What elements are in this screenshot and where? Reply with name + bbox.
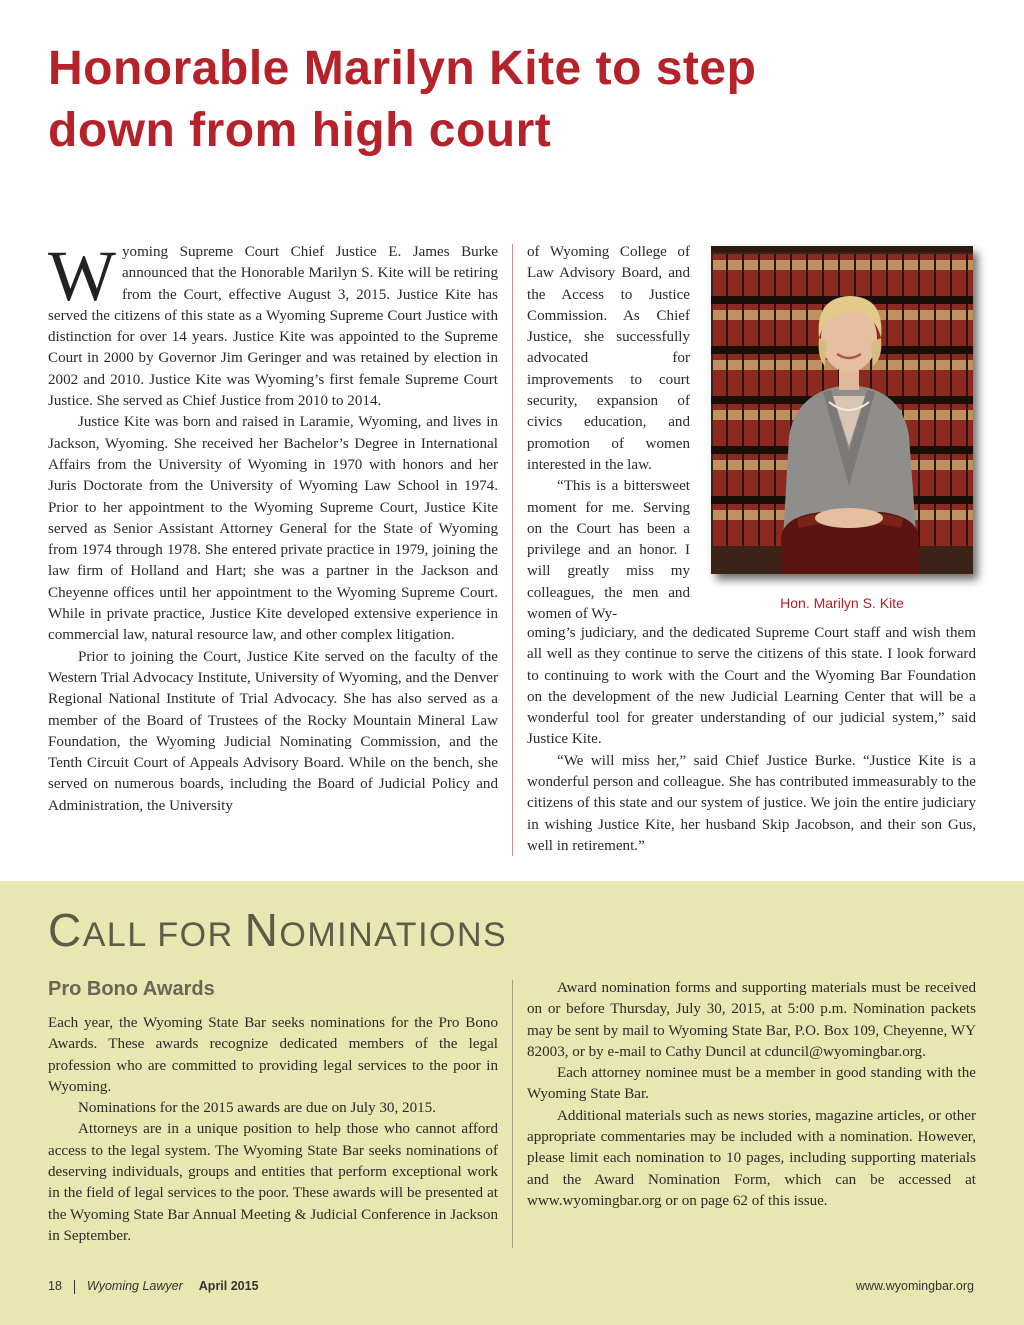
headline-line-2: down from high court [48, 104, 552, 157]
article-paragraph [48, 236, 498, 412]
article-paragraph: oming’s judiciary, and the dedicated Supreme Court staff and wish them all well as they continue to serve the citizens of this state. I look forward to continuing to work with the Court and the Wyoming Bar Foundation on the development of the new Judicial Learning Center that will be a wonderful tool for greater understanding of our judicial system,” said Justice Kite. [527, 625, 976, 748]
drop-cap: W [48, 236, 116, 316]
column-divider [512, 244, 513, 856]
footer-divider [74, 1280, 75, 1294]
photo-caption: Hon. Marilyn S. Kite [780, 595, 904, 611]
nominations-paragraph: Each year, the Wyoming State Bar seeks nominations for the Pro Bono Awards. These awards recognize dedicated members of the legal profession who are committed to providing legal services to the poor in Wyoming. [48, 1015, 498, 1095]
portrait-illustration [711, 246, 973, 574]
article-paragraph: “We will miss her,” said Chief Justice Burke. “Justice Kite is a wonderful person and colleague. She has contributed immeasurably to the citizens of this state and our system of justice. We join the entire judiciary in wishing Justice Kite, her husband Skip Jacobson, and their son Gus, well in retirement.” [527, 752, 976, 854]
nominations-paragraph: Additional materials such as news stories, magazine articles, or other appropriate commentaries may be included with a nomination. However, please limit each nomination to 10 pages, including supporting materials and the Award Nomination Form, which can be accessed at www.wyomingbar.org or on page 62 of this issue. [527, 1107, 976, 1209]
nominations-column-divider [512, 980, 513, 1248]
pro-bono-subheading: Pro Bono Awards [48, 978, 215, 1000]
heading-initial-c: C [48, 904, 83, 956]
magazine-name: Wyoming Lawyer [86, 1279, 183, 1293]
article-paragraph-text: yoming Supreme Court Chief Justice E. James Burke announced that the Honorable Marilyn S. Kite will be retiring from the Court, effective August 3, 2015. Justice Kite has served the citizens of this state as a Wyoming Supreme Court Justice with distinction for over 14 years. Justice Kite was appointed to the Supreme Court in 2000 by Governor Jim Geringer and was retained by election in 2002 and 2010. Justice Kite was Wyoming’s first female Supreme Court Justice. She served as Chief Justice from 2010 to 2014. [48, 244, 498, 410]
nominations-heading [48, 906, 507, 959]
portrait-photo [711, 246, 973, 574]
article-paragraph: Prior to joining the Court, Justice Kite served on the faculty of the Western Trial Advocacy Institute, University of Wyoming, and the Denver Regional National Institute of Trial Advocacy. She has also served as a member of the Board of Trustees of the Rocky Mountain Mineral Law Foundation, the Wyoming Judicial Nominating Commission, and the Tenth Circuit Court of Appeals Advisory Board. While on the bench, she served on numerous boards, including the Board of Judicial Policy and Administration, the University [48, 648, 498, 814]
heading-ominations: OMINATIONS [279, 916, 508, 954]
article-column-1 [48, 236, 498, 817]
headline-line-1: Honorable Marilyn Kite to step [48, 42, 757, 95]
page-number: 18 [48, 1279, 62, 1293]
nominations-column-1 [48, 1013, 498, 1247]
nominations-paragraph: Attorneys are in a unique position to help those who cannot afford access to the legal system. The Wyoming State Bar seeks nominations of deserving individuals, groups and entities that perform exceptional work in the field of legal services to the poor. These awards will be presented at the Wyoming State Bar Annual Meeting & Judicial Conference in Jackson in September. [48, 1121, 498, 1244]
nominations-paragraph: Nominations for the 2015 awards are due on July 30, 2015. [78, 1100, 436, 1117]
article-column-2-narrow [527, 242, 690, 625]
footer-url: www.wyomingbar.org [855, 1279, 974, 1293]
article-column-2-wide [527, 623, 976, 857]
page-footer-left [48, 1279, 259, 1294]
nominations-paragraph: Each attorney nominee must be a member in good standing with the Wyoming State Bar. [527, 1065, 976, 1103]
nominations-column-2 [527, 978, 976, 1212]
nominations-paragraph: Award nomination forms and supporting materials must be received on or before Thursday, July 30, 2015, at 5:00 p.m. Nomination packets may be sent by mail to Wyoming State Bar, P.O. Box 109, Cheyenne, WY 82003, or by e-mail to Cathy Duncil at cduncil@wyomingbar.org. [527, 980, 976, 1060]
issue-date: April 2015 [198, 1279, 259, 1293]
article-paragraph: of Wyoming College of Law Advisory Board, and the Access to Justice Commission. As Chief Justice, she successfully advocated for improvements to court security, expansion of civics education, and promotion of women interested in the law. [527, 244, 690, 473]
heading-all-for: ALL FOR [82, 916, 245, 954]
heading-initial-n: N [244, 904, 280, 956]
article-paragraph: Justice Kite was born and raised in Laramie, Wyoming, and lives in Jackson, Wyoming. She received her Bachelor’s Degree in International Affairs from the University of Wyoming in 1970 with honors and her Juris Doctorate from the University of Wyoming Law School in 1974. Prior to her appointment to the Wyoming Supreme Court, Justice Kite served as Senior Assistant Attorney General for the State of Wyoming from 1974 through 1978. She entered private practice in 1979, joining the law firm of Holland and Hart; she was a partner in the Jackson and Cheyenne offices until her appointment to the Wyoming Supreme Court. While in private practice, Justice Kite developed extensive experience in commercial law, natural resource law, and other complex litigation. [48, 414, 498, 644]
article-headline [48, 38, 948, 162]
leather-chair [781, 508, 919, 574]
article-paragraph: “This is a bittersweet moment for me. Serving on the Court has been a privilege and an honor. I will greatly miss my colleagues, the men and women of Wy- [527, 478, 690, 623]
